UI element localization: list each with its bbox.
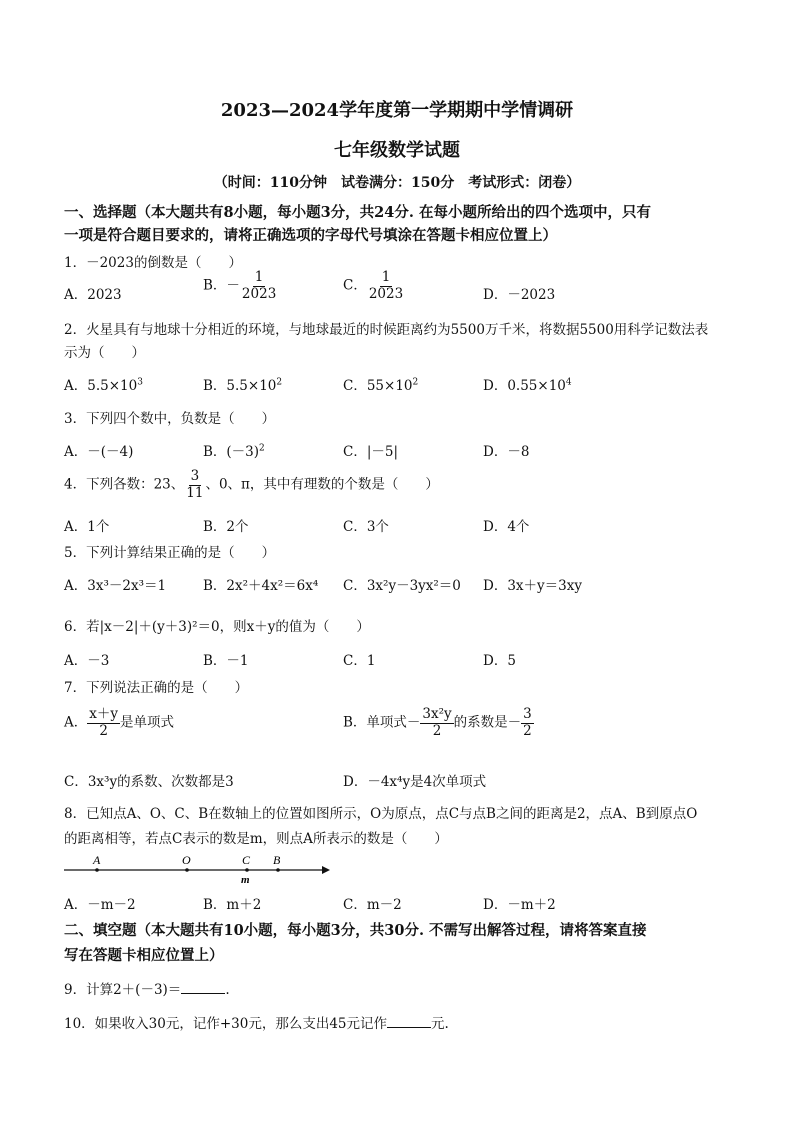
- point-b-label: B: [273, 853, 281, 867]
- q7-option-b: B．单项式－ $\frac{\text{3x²y}}{2}$ 的系数是－ $\frac{3}{2}$: [343, 706, 532, 739]
- q1-option-c: [343, 270, 405, 302]
- q1-b-fraction: $\frac{1}{2023}$: [241, 269, 277, 302]
- q4-option-b: B．2个: [203, 519, 249, 535]
- q2-option-a: A．$5.5\times 10^3$: [64, 377, 143, 394]
- q7-b-fraction: $\frac{\text{3x²y}}{2}$: [422, 706, 452, 739]
- point-a-dot: [95, 868, 99, 872]
- q10-stem: 10．如果收入30元，记作+30元，那么支出45元记作 元.: [64, 1016, 449, 1032]
- q6-option-a: A．－3: [64, 653, 110, 669]
- q2-stem-line2: 示为（ ）: [64, 345, 145, 361]
- q1-option-d: D．－2023: [483, 287, 556, 303]
- q4-option-c: C．3个: [343, 519, 389, 535]
- q5-option-c: C．3x²y－3yx²＝0: [343, 578, 461, 594]
- q4-option-a: A．1个: [64, 519, 110, 535]
- q4-fraction: $\frac{3}{11}$: [186, 468, 204, 501]
- section2-heading-line1: 二、填空题（本大题共有10小题，每小题3分，共30分. 不需写出解答过程，请将答案直接: [64, 922, 647, 939]
- q3-option-a: A．－(－4): [64, 444, 134, 460]
- point-o-label: O: [182, 853, 191, 867]
- q6-option-d: D．5: [483, 653, 516, 669]
- q8-option-b: B．m＋2: [203, 897, 262, 913]
- q7-stem: 7．下列说法正确的是（ ）: [64, 680, 249, 696]
- q3-option-d: D．－8: [483, 444, 530, 460]
- q4-option-d: D．4个: [483, 519, 530, 535]
- q6-option-c: C．1: [343, 653, 376, 669]
- q1-stem: 1．－2023的倒数是（ ）: [64, 255, 242, 271]
- q7-option-c: C．3x³y的系数、次数都是3: [64, 774, 234, 790]
- q2-option-c: C．$55\times 10^2$: [343, 377, 419, 394]
- q7-option-d: D．－4x⁴y是4次单项式: [343, 774, 487, 790]
- q8-option-a: A．－m－2: [64, 897, 136, 913]
- q5-option-a: A．3x³－2x³＝1: [64, 578, 167, 594]
- q8-stem-line1: 8．已知点A、O、C、B在数轴上的位置如图所示，O为原点，点C与点B之间的距离是2，点A、B到原点O: [64, 806, 698, 822]
- q8-option-d: D．－m＋2: [483, 897, 556, 913]
- q1-c-prefix: C．: [343, 277, 367, 294]
- q5-option-d: D．3x＋y＝3xy: [483, 578, 582, 594]
- q7-b-fraction2: $\frac{3}{2}$: [523, 706, 532, 739]
- q1-option-a: A．2023: [64, 287, 122, 303]
- q3-option-b: B．$(-3)^2$: [203, 443, 265, 460]
- q7-option-a: A． $\frac{x+y}{2}$ 是单项式: [64, 706, 174, 739]
- q1-c-fraction: $\frac{1}{2023}$: [368, 269, 404, 302]
- q8-option-c: C．m－2: [343, 897, 402, 913]
- point-a-label: A: [93, 853, 101, 867]
- q2-option-b: B．$5.5\times 10^2$: [203, 377, 283, 394]
- q10-answer-blank[interactable]: [387, 1015, 431, 1028]
- q3-stem: 3．下列四个数中，负数是（ ）: [64, 411, 276, 427]
- q5-stem: 5．下列计算结果正确的是（ ）: [64, 545, 276, 561]
- point-b-dot: [276, 868, 280, 872]
- section1-heading-line1: 一、选择题（本大题共有8小题，每小题3分，共24分. 在每小题所给出的四个选项中，只有: [64, 204, 651, 221]
- q6-option-b: B．－1: [203, 653, 249, 669]
- q1-b-prefix: B．－: [203, 277, 240, 294]
- q1-option-b: [203, 270, 278, 302]
- exam-subtitle: 七年级数学试题: [334, 140, 460, 161]
- q6-stem: 6．若|x－2|＋(y＋3)²＝0，则x＋y的值为（ ）: [64, 619, 370, 635]
- q5-option-b: B．2x²＋4x²＝6x⁴: [203, 578, 319, 594]
- q3-option-c: C．|－5|: [343, 444, 399, 460]
- point-c-value-label: m: [241, 874, 250, 886]
- q2-option-d: D．$0.55\times 10^4$: [483, 377, 572, 394]
- q9-answer-blank[interactable]: [181, 981, 225, 994]
- point-c-label: C: [242, 853, 251, 867]
- q9-stem: 9．计算2＋(－3)＝ .: [64, 982, 230, 998]
- point-o-dot: [185, 868, 189, 872]
- exam-title: 2023—2024学年度第一学期期中学情调研: [220, 100, 574, 121]
- q8-stem-line2: 的距离相等，若点C表示的数是m，则点A所表示的数是（ ）: [64, 831, 448, 847]
- number-line-arrow: [322, 866, 330, 874]
- number-line-figure: [60, 850, 340, 886]
- point-c-dot: [245, 868, 249, 872]
- q7-a-fraction: $\frac{x+y}{2}$: [89, 706, 118, 739]
- exam-meta: （时间：110分钟 试卷满分：150分 考试形式：闭卷）: [213, 175, 581, 191]
- section2-heading-line2: 写在答题卡相应位置上）: [64, 947, 224, 964]
- q4-stem: 4．下列各数：23、 $\frac{3}{11}$ 、0、π，其中有理数的个数是（ ）: [64, 468, 439, 501]
- section1-heading-line2: 一项是符合题目要求的，请将正确选项的字母代号填涂在答题卡相应位置上）: [64, 227, 557, 244]
- q2-stem-line1: 2．火星具有与地球十分相近的环境，与地球最近的时候距离约为5500万千米，将数据5500用科学记数法表: [64, 322, 709, 338]
